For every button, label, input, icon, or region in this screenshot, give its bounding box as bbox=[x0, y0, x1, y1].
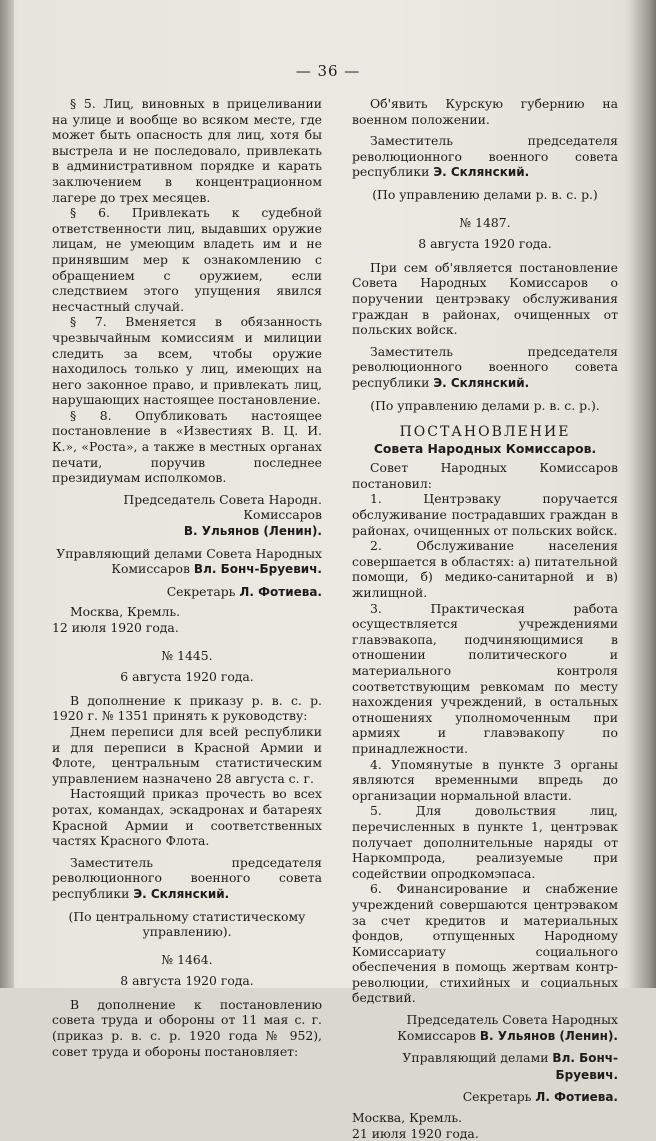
right-column bbox=[352, 96, 618, 1141]
place: Москва, Кремль. bbox=[352, 1110, 463, 1126]
signature-manager bbox=[352, 1050, 618, 1083]
place: Москва, Кремль. bbox=[70, 604, 181, 620]
order-date-1445: 6 августа 1920 года. bbox=[120, 669, 254, 685]
order-number-1464: № 1464. bbox=[161, 951, 213, 967]
order-date-1464: 8 августа 1920 года. bbox=[120, 973, 254, 989]
paragraph-section-8: § 8. Опубликовать настоящее постановление в «Известиях В. Ц. И. К.», «Роста», а также в местных органах печати, поручив последнее президиумам исполкомов. bbox=[52, 407, 322, 486]
order-number-1487: № 1487. bbox=[459, 214, 511, 230]
order-date-1487: 8 августа 1920 года. bbox=[418, 236, 552, 252]
decree-item-2: 2. Обслуживание населения совершается в областях: а) питательной помощи, б) медико-санитарной и в) жилищной. bbox=[352, 538, 618, 601]
signature-name: Л. Фотиева. bbox=[535, 1090, 618, 1105]
signature-role: Секретарь bbox=[462, 1089, 532, 1105]
signature-secretary bbox=[52, 584, 322, 601]
signature-name: Э. Склянский. bbox=[433, 375, 530, 390]
signature-role: Председатель Совета Народных Комиссаров bbox=[397, 1012, 618, 1043]
signature-name: В. Ульянов (Ленин). bbox=[479, 1028, 618, 1043]
signature-role: Заместитель председателя революционного военного совета республики bbox=[352, 133, 618, 180]
left-column bbox=[52, 96, 322, 1059]
date: 21 июля 1920 года. bbox=[352, 1125, 479, 1141]
paragraph-1445-c: Настоящий приказ прочесть во всех ротах, командах, эскадронах и батареях Красной Армии и соответственных частях Красного Флота. bbox=[52, 786, 322, 849]
decree-intro: Совет Народных Комиссаров постановил: bbox=[352, 460, 618, 491]
paragraph-1464: В дополнение к постановлению совета труда и обороны от 11 мая с. г. (приказ р. в. с. р. 1920 года № 952), совет труда и обороны постановляет: bbox=[52, 996, 322, 1059]
signature-role: Председатель Совета Народн. Комиссаров bbox=[123, 491, 322, 523]
paragraph-section-6: § 6. Привлекать к судебной ответственности лиц, выдавших оружие лицам, не умеющим владеть им и не принявшим мер к ознакомлению с обращением с оружием, если следствием этого упущения явился несчастный случай. bbox=[52, 205, 322, 314]
department-note: (По управлению делами р. в. с. р.). bbox=[370, 397, 600, 413]
signature-name: Л. Фотиева. bbox=[239, 584, 322, 599]
signature-role: Секретарь bbox=[166, 583, 236, 599]
paragraph-kursk: Об'явить Курскую губернию на военном положении. bbox=[352, 96, 618, 127]
decree-heading: ПОСТАНОВЛЕНИЕ bbox=[399, 424, 571, 441]
department-note: (По центральному статистическому управлению). bbox=[68, 908, 306, 940]
paragraph-section-5: § 5. Лиц, виновных в прицеливании на улице и вообще во всяком месте, где может быть опасность для лиц, хотя бы выстрела и не последовало, привлекать в административном порядке и карать заключением в концентрационном лагере до трех месяцев. bbox=[52, 96, 322, 205]
place-date bbox=[52, 604, 322, 635]
signature-role: Управляющий делами Совета Народных Комиссаров bbox=[56, 545, 322, 577]
signature-name: В. Ульянов (Ленин). bbox=[183, 524, 322, 539]
decree-item-1: 1. Центрэваку поручается обслуживание пострадавших граждан в районах, очищенных от польских войск. bbox=[352, 491, 618, 538]
signature-secretary bbox=[352, 1089, 618, 1106]
signature-deputy bbox=[52, 855, 322, 903]
page-right-edge-shadow bbox=[630, 0, 656, 988]
decree-item-5: 5. Для довольствия лиц, перечисленных в пункте 1, центрэвак получает дополнительные наряды от Наркомпрода, реализуемые при содействии опродкомэпаса. bbox=[352, 803, 618, 881]
paragraph-section-7: § 7. Вменяется в обязанность чрезвычайным комиссиям и милиции следить за всем, чтобы оружие находилось только у лиц, имеющих на него законное право, и привлекать лиц, нарушающих настоящее постановление. bbox=[52, 314, 322, 408]
signature-name: Э. Склянский. bbox=[433, 165, 530, 180]
decree-subheading: Совета Народных Комиссаров. bbox=[373, 440, 597, 456]
decree-item-6: 6. Финансирование и снабжение учреждений совершаются центрэваком за счет кредитов и материальных фондов, отпущенных Народному Комиссариату социального обеспечения в помощь жертвам контр-революции, стихийных и социальных бедствий. bbox=[352, 881, 618, 1006]
signature-deputy bbox=[352, 344, 618, 392]
signature-manager bbox=[52, 546, 322, 578]
signature-role: Заместитель председателя революционного военного совета республики bbox=[52, 854, 322, 901]
date: 12 июля 1920 года. bbox=[52, 620, 179, 635]
decree-item-3: 3. Практическая работа осуществляется учреждениями главэвакопа, подчиняющимися в отношении политического и материального контроля соответствующим ревкомам по месту нахождения учреждений, в остальных отношениях уполномоченным при армиях и главэвакопу по принадлежности. bbox=[352, 600, 618, 756]
paragraph-1487: При сем об'является постановление Совета Народных Комиссаров о поручении центрэваку обслуживания граждан в районах, очищенных от польских войск. bbox=[352, 259, 618, 338]
order-number-1445: № 1445. bbox=[161, 647, 213, 663]
decree-item-4: 4. Упомянутые в пункте 3 органы являются временными впредь до организации нормальной власти. bbox=[352, 756, 618, 803]
signature-name: Э. Склянский. bbox=[133, 886, 230, 901]
page-number: — 36 — bbox=[295, 62, 361, 80]
signature-chairman bbox=[52, 492, 322, 540]
signature-role: Управляющий делами bbox=[402, 1050, 549, 1066]
signature-role: Заместитель председателя революционного военного совета республики bbox=[352, 343, 618, 390]
signature-chairman bbox=[352, 1012, 618, 1044]
paragraph-1445-b: Днем переписи для всей республики и для переписи в Красной Армии и Флоте, центральным статистическим управлением назначено 28 августа с. г. bbox=[52, 723, 322, 786]
paragraph-1445-a: В дополнение к приказу р. в. с. р. 1920 г. № 1351 принять к руководству: bbox=[52, 692, 322, 724]
signature-deputy bbox=[352, 133, 618, 181]
signature-name: Вл. Бонч-Бруевич. bbox=[193, 562, 322, 577]
department-note: (По управлению делами р. в. с. р.) bbox=[372, 186, 598, 202]
place-date bbox=[352, 1110, 618, 1141]
signature-name: Вл. Бонч-Бруевич. bbox=[552, 1051, 618, 1082]
page-left-edge-shadow bbox=[0, 0, 14, 988]
